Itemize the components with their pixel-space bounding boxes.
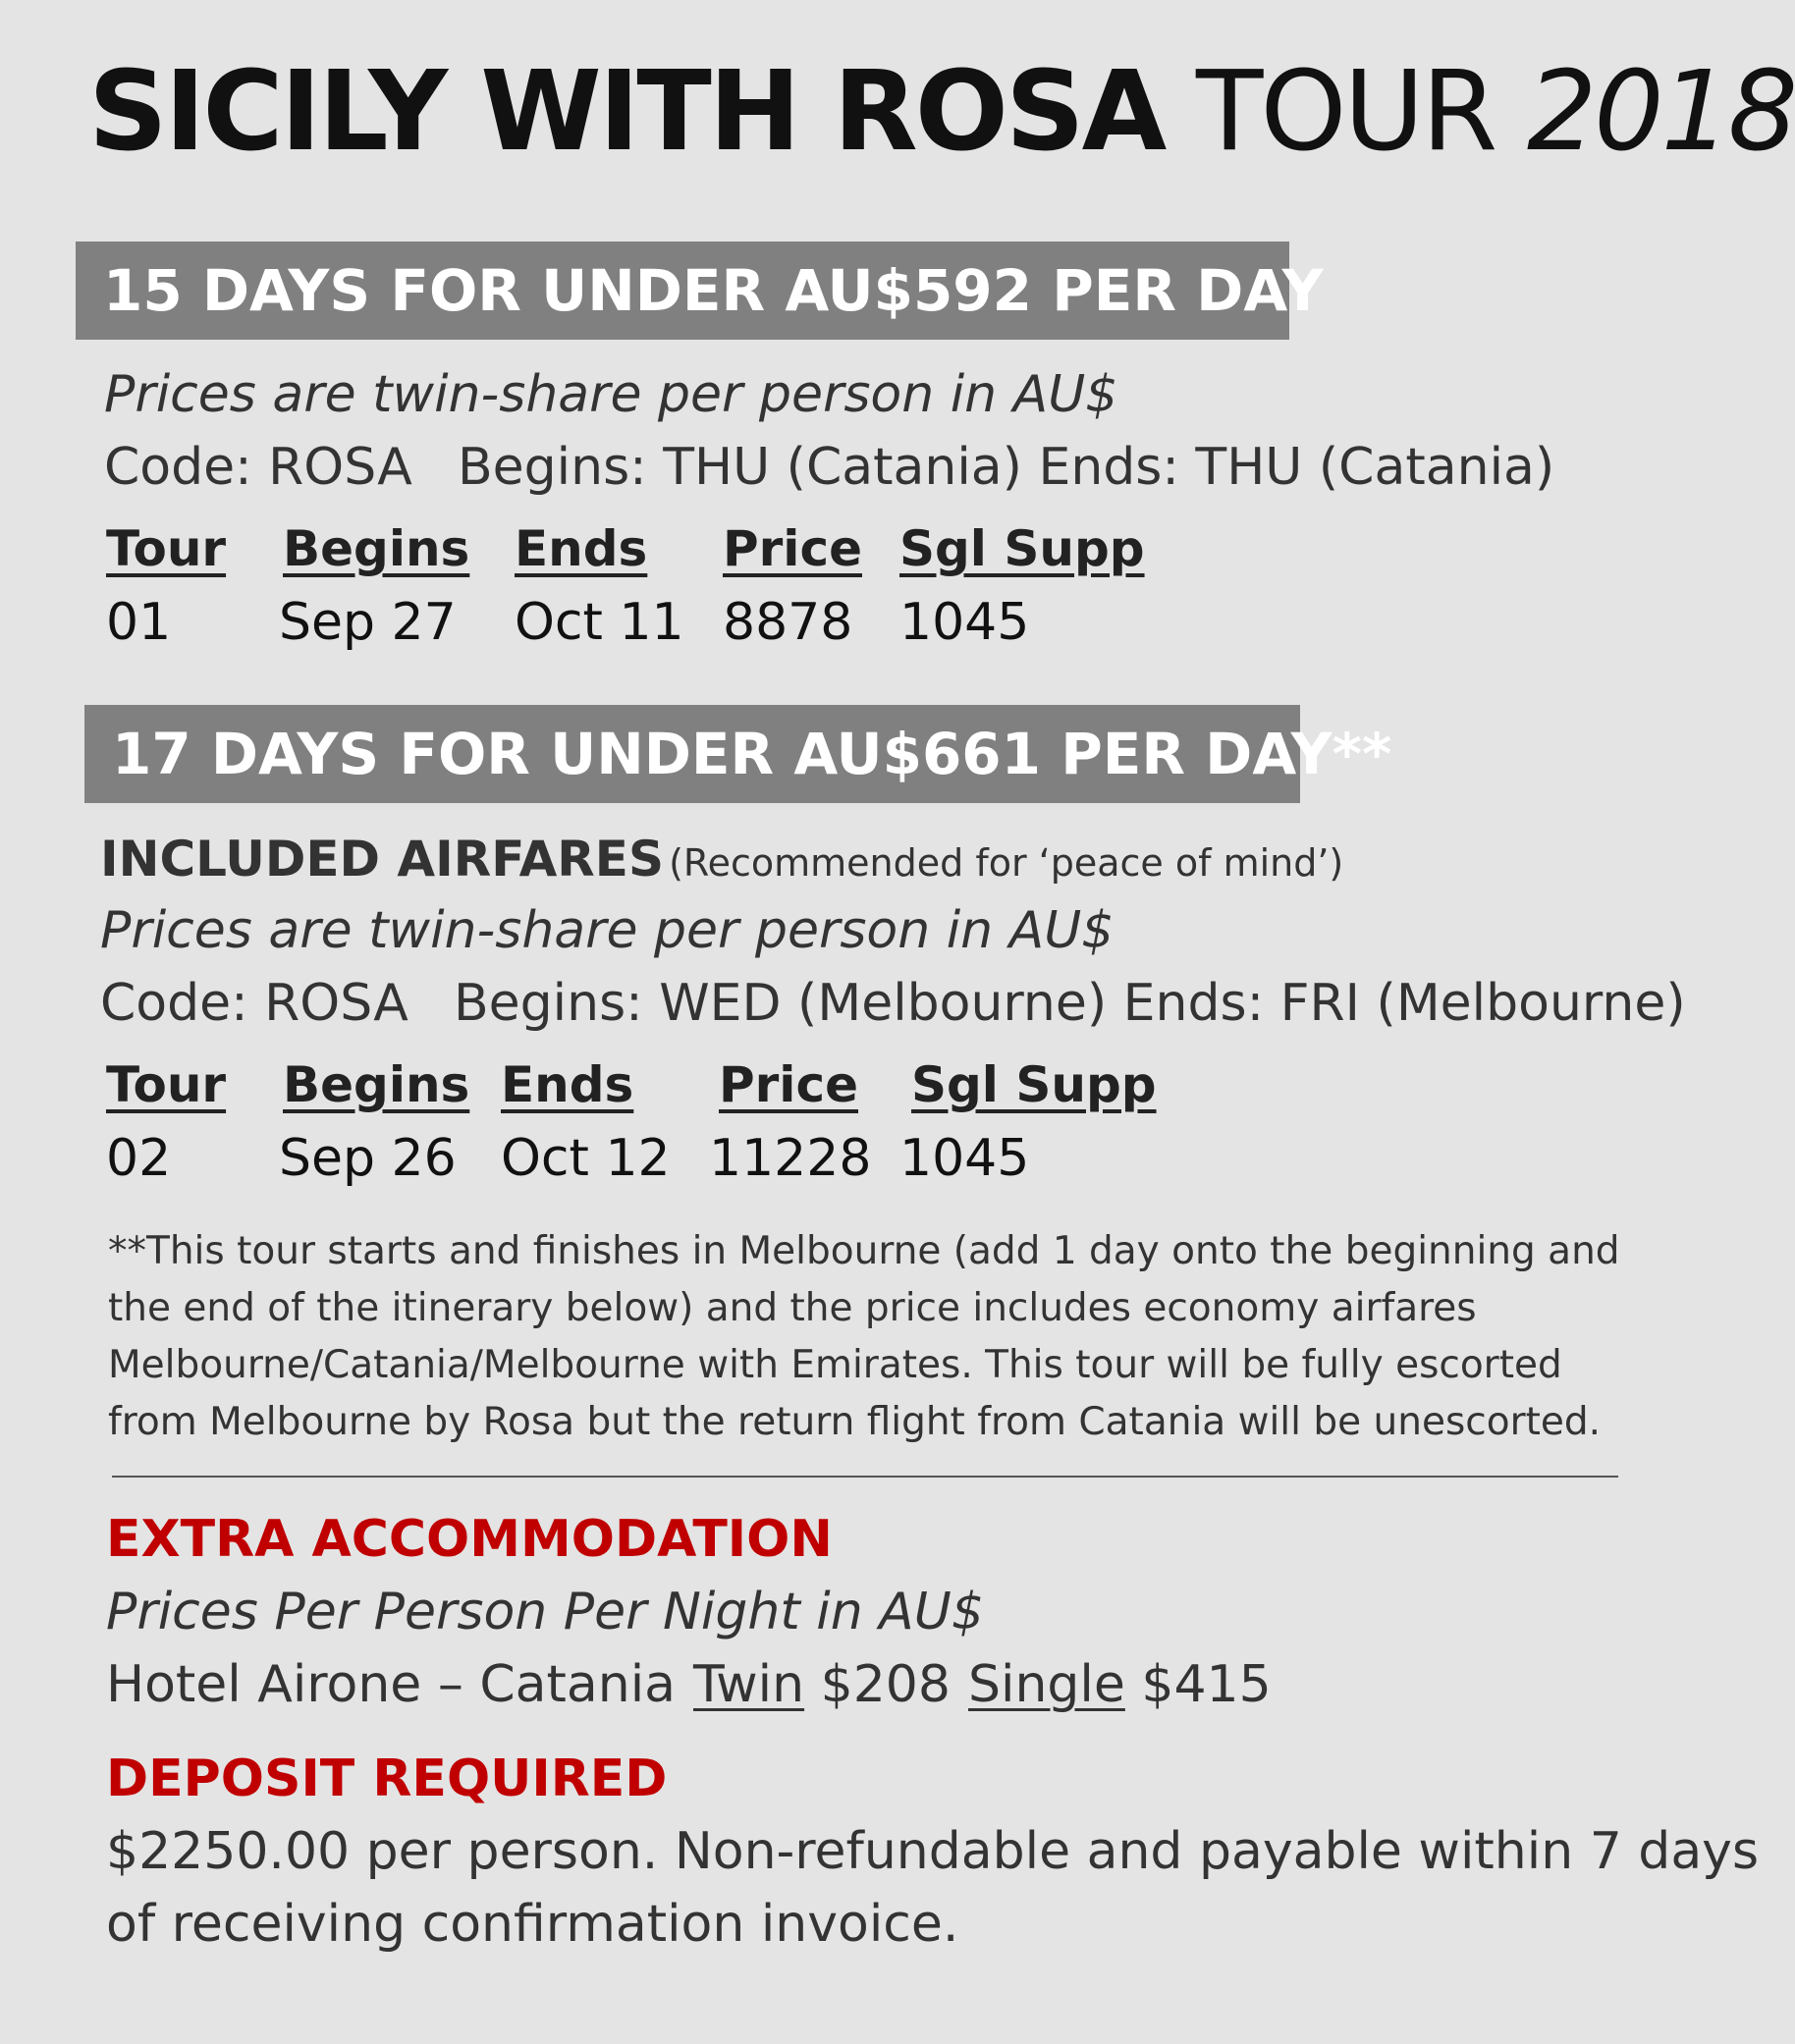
deposit-heading: DEPOSIT REQUIRED (106, 1749, 668, 1808)
tour-b-row-tour: 02 (106, 1129, 172, 1188)
tour-b-header-price: Price (719, 1056, 858, 1113)
tour-b-header-begins: Begins (283, 1056, 470, 1113)
tour-a-banner: 15 DAYS FOR UNDER AU$592 PER DAY (76, 242, 1289, 340)
single-label: Single (968, 1655, 1125, 1714)
deposit-line-2: of receiving confirmation invoice. (106, 1895, 959, 1954)
twin-label: Twin (693, 1655, 805, 1714)
tour-a-row-ends: Oct 11 (515, 593, 684, 652)
tour-a-row-price: 8878 (723, 593, 853, 652)
tour-a-header-begins: Begins (283, 520, 470, 577)
title-regular-part: TOUR (1195, 48, 1496, 176)
included-airfares-label: INCLUDED AIRFARES (100, 831, 664, 888)
tour-b-header-ends: Ends (501, 1056, 634, 1113)
tour-a-price-note: Prices are twin-share per person in AU$ (104, 365, 1118, 424)
tour-a-row-begins: Sep 27 (279, 593, 457, 652)
tour-b-row-price: 11228 (709, 1129, 872, 1188)
tour-b-footnote: **This tour starts and finishes in Melbourne (add 1 day onto the beginning and the end of the itinerary below) and the price includes economy airfares Melbourne/Catania/Melbourne with Emirates. This tour will be fully escorted from Melbourne by Rosa but the return flight from Catania will be unescorted. (108, 1229, 1620, 1444)
title-bold-part: SICILY WITH ROSA (88, 48, 1165, 176)
tour-b-banner: 17 DAYS FOR UNDER AU$661 PER DAY** (84, 705, 1300, 803)
tour-a-code: Code: ROSA (104, 438, 412, 497)
tour-a-header-sgl-supp: Sgl Supp (899, 520, 1145, 577)
tour-b-price-note: Prices are twin-share per person in AU$ (100, 901, 1115, 960)
title-year: 2018 (1526, 48, 1795, 176)
section-divider (112, 1476, 1618, 1478)
tour-a-row-sgl-supp: 1045 (899, 593, 1030, 652)
tour-a-begins-ends: Begins: THU (Catania) Ends: THU (Catania) (458, 438, 1555, 497)
tour-b-row-begins: Sep 26 (279, 1129, 457, 1188)
deposit-line-1: $2250.00 per person. Non-refundable and payable within 7 days (106, 1822, 1760, 1881)
extra-accommodation-heading: EXTRA ACCOMMODATION (106, 1510, 833, 1569)
tour-b-header-sgl-supp: Sgl Supp (911, 1056, 1157, 1113)
twin-price: $208 (820, 1655, 951, 1714)
tour-a-header-tour: Tour (106, 520, 227, 577)
extra-single (968, 1655, 1272, 1714)
tour-b-included-line (100, 831, 1344, 888)
extra-hotel: Hotel Airone – Catania (106, 1655, 677, 1714)
included-airfares-note: (Recommended for ‘peace of mind’) (669, 841, 1344, 885)
tour-a-header-ends: Ends (515, 520, 648, 577)
tour-b-header-tour: Tour (106, 1056, 227, 1113)
tour-b-code: Code: ROSA (100, 974, 408, 1033)
tour-b-row-sgl-supp: 1045 (899, 1129, 1030, 1188)
extra-price-note: Prices Per Person Per Night in AU$ (106, 1583, 984, 1641)
extra-twin (693, 1655, 951, 1714)
tour-b-begins-ends: Begins: WED (Melbourne) Ends: FRI (Melbourne) (454, 974, 1686, 1033)
page-title (88, 48, 1795, 176)
tour-b-row-ends: Oct 12 (501, 1129, 671, 1188)
tour-a-row-tour: 01 (106, 593, 172, 652)
single-price: $415 (1141, 1655, 1272, 1714)
tour-a-header-price: Price (723, 520, 862, 577)
